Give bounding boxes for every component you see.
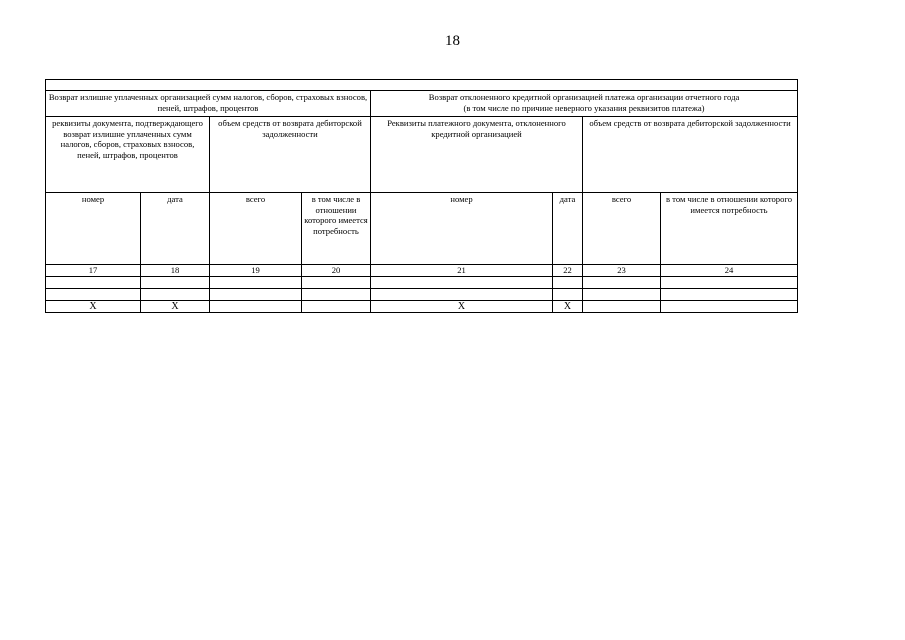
sub-header-left-volume: объем средств от возврата дебиторской задолженности bbox=[210, 117, 371, 193]
data-cell bbox=[46, 276, 141, 288]
data-cell bbox=[141, 288, 210, 300]
column-number-row bbox=[46, 265, 798, 277]
x-mark-cell: X bbox=[141, 300, 210, 312]
column-number-cell: 24 bbox=[661, 265, 798, 277]
table-row bbox=[46, 276, 798, 288]
table-top-row bbox=[46, 80, 798, 91]
group-header-right bbox=[371, 91, 798, 117]
col-header-number-right: номер bbox=[371, 193, 553, 265]
data-cell bbox=[141, 276, 210, 288]
data-cell bbox=[302, 276, 371, 288]
x-mark-row bbox=[46, 300, 798, 312]
data-cell bbox=[661, 288, 798, 300]
col-header-date-left: дата bbox=[141, 193, 210, 265]
data-cell bbox=[553, 276, 583, 288]
sub-header-right-volume: объем средств от возврата дебиторской задолженности bbox=[583, 117, 798, 193]
group-header-right-line1: Возврат отклоненного кредитной организацией платежа организации отчетного года bbox=[428, 92, 740, 102]
data-cell bbox=[46, 288, 141, 300]
x-mark-cell bbox=[583, 300, 661, 312]
column-number-cell: 22 bbox=[553, 265, 583, 277]
table-row bbox=[46, 288, 798, 300]
sub-header-row bbox=[46, 117, 798, 193]
col-header-incl-right: в том числе в отношении которого имеется потребность bbox=[661, 193, 798, 265]
data-cell bbox=[371, 288, 553, 300]
column-number-cell: 20 bbox=[302, 265, 371, 277]
x-mark-cell: X bbox=[46, 300, 141, 312]
data-cell bbox=[210, 288, 302, 300]
column-number-cell: 23 bbox=[583, 265, 661, 277]
report-table bbox=[45, 79, 798, 313]
group-header-row bbox=[46, 91, 798, 117]
col-header-incl-left: в том числе в отношении которого имеется потребность bbox=[302, 193, 371, 265]
data-cell bbox=[302, 288, 371, 300]
column-number-cell: 19 bbox=[210, 265, 302, 277]
column-number-cell: 17 bbox=[46, 265, 141, 277]
x-mark-cell: X bbox=[553, 300, 583, 312]
column-number-cell: 21 bbox=[371, 265, 553, 277]
group-header-left: Возврат излишне уплаченных организацией сумм налогов, сборов, страховых взносов, пеней, штрафов, процентов bbox=[46, 91, 371, 117]
data-cell bbox=[553, 288, 583, 300]
column-number-cell: 18 bbox=[141, 265, 210, 277]
data-cell bbox=[210, 276, 302, 288]
col-header-total-left: всего bbox=[210, 193, 302, 265]
x-mark-cell bbox=[661, 300, 798, 312]
data-cell bbox=[371, 276, 553, 288]
table-top-cell bbox=[46, 80, 798, 91]
column-header-row bbox=[46, 193, 798, 265]
page-number: 18 bbox=[445, 33, 460, 49]
sub-header-right-requisites: Реквизиты платежного документа, отклоненного кредитной организацией bbox=[371, 117, 583, 193]
x-mark-cell: X bbox=[371, 300, 553, 312]
data-cell bbox=[583, 276, 661, 288]
col-header-date-right: дата bbox=[553, 193, 583, 265]
x-mark-cell bbox=[210, 300, 302, 312]
col-header-number-left: номер bbox=[46, 193, 141, 265]
sub-header-left-requisites: реквизиты документа, подтверждающего возврат излишне уплаченных сумм налогов, сборов, страховых взносов, пеней, штрафов, процентов bbox=[46, 117, 210, 193]
col-header-total-right: всего bbox=[583, 193, 661, 265]
x-mark-cell bbox=[302, 300, 371, 312]
group-header-right-line2: (в том числе по причине неверного указания реквизитов платежа) bbox=[463, 102, 705, 113]
data-cell bbox=[661, 276, 798, 288]
data-cell bbox=[583, 288, 661, 300]
